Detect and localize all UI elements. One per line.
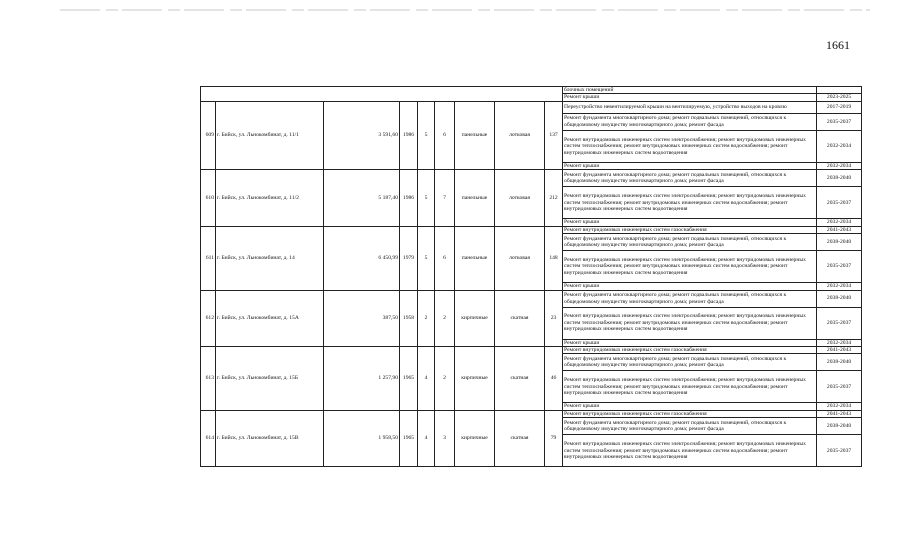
table-row [201,226,862,233]
work-description: Ремонт внутридомовых инженерных систем газоснабжения [563,226,817,233]
house-residents: 212 [545,170,563,226]
house-entrances: 2 [435,346,455,410]
work-period: 2041-2043 [817,346,862,353]
table-row [201,101,862,113]
work-description: Ремонт внутридомовых инженерных систем электроснабжения; ремонт внутридомовых инженерных систем теплоснабжения; ремонт внутридомовых инженерных систем водоснабжения; ремонт внутридомовых инженерных систем водоотведения [563,435,817,467]
work-period: 2038-2040 [817,234,862,251]
work-period: 2038-2040 [817,418,862,435]
work-description: Ремонт крыши [563,283,817,290]
house-walls: панельные [455,170,495,226]
table-row [201,170,862,187]
prev-house-cells [201,87,563,102]
house-number: 609 [201,101,216,169]
house-address: г. Бийск, ул. Льнокомбинат, д. 11/2 [216,170,324,226]
house-residents: 137 [545,101,563,169]
house-year: 1986 [400,170,418,226]
house-roof: лотковая [495,226,545,290]
work-description: Ремонт внутридомовых инженерных систем газоснабжения [563,346,817,353]
work-period: 2032-2034 [817,403,862,410]
table-row [201,290,862,307]
house-year: 1965 [400,346,418,410]
house-residents: 148 [545,226,563,290]
work-description: Ремонт фундамента многоквартирного дома; ремонт подвальных помещений, относящихся к общедомовому имуществу многоквартирного дома; ремонт фасада [563,170,817,187]
table-row [201,410,862,417]
house-roof: лотковая [495,170,545,226]
house-roof: скатная [495,290,545,346]
house-roof: скатная [495,410,545,466]
work-description: Ремонт фундамента многоквартирного дома; ремонт подвальных помещений, относящихся к общедомовому имуществу многоквартирного дома; ремонт фасада [563,113,817,130]
house-walls: панельные [455,101,495,169]
work-description: Ремонт крыши [563,162,817,169]
work-description: Ремонт внутридомовых инженерных систем электроснабжения; ремонт внутридомовых инженерных систем теплоснабжения; ремонт внутридомовых инженерных систем водоснабжения; ремонт внутридомовых инженерных систем водоотведения [563,371,817,403]
work-period: 2035-2037 [817,371,862,403]
house-walls: кирпичные [455,346,495,410]
house-roof: лотковая [495,101,545,169]
house-area: 3 591,60 [324,101,400,169]
house-walls: кирпичные [455,410,495,466]
work-period: 2041-2043 [817,410,862,417]
house-entrances: 6 [435,226,455,290]
work-period: 2032-2034 [817,283,862,290]
page-number: 1661 [826,38,850,52]
work-description: Ремонт внутридомовых инженерных систем электроснабжения; ремонт внутридомовых инженерных систем теплоснабжения; ремонт внутридомовых инженерных систем водоснабжения; ремонт внутридомовых инженерных систем водоотведения [563,307,817,339]
house-year: 1986 [400,101,418,169]
house-number: 610 [201,170,216,226]
work-period [817,87,862,94]
house-residents: 79 [545,410,563,466]
work-description: Ремонт крыши [563,94,817,101]
scan-edge-strip [0,8,905,12]
house-year: 1979 [400,226,418,290]
house-number: 613 [201,346,216,410]
work-description: Ремонт фундамента многоквартирного дома; ремонт подвальных помещений, относящихся к общедомовому имуществу многоквартирного дома; ремонт фасада [563,234,817,251]
house-number: 611 [201,226,216,290]
work-period: 2017-2019 [817,101,862,113]
work-description: Ремонт крыши [563,219,817,226]
work-period: 2032-2034 [817,162,862,169]
house-area: 5 187,40 [324,170,400,226]
house-area: 1 958,50 [324,410,400,466]
work-description: блочных помещений [563,87,817,94]
work-description: Переустройство невентилируемой крыши на вентилируемую, устройство выходов на кровлю [563,101,817,113]
house-entrances: 3 [435,410,455,466]
house-walls: панельные [455,226,495,290]
work-period: 2032-2034 [817,130,862,162]
house-address: г. Бийск, ул. Льнокомбинат, д. 15В [216,410,324,466]
house-address: г. Бийск, ул. Льнокомбинат, д. 11/1 [216,101,324,169]
work-description: Ремонт фундамента многоквартирного дома; ремонт подвальных помещений, относящихся к общедомовому имуществу многоквартирного дома; ремонт фасада [563,354,817,371]
house-area: 387,50 [324,290,400,346]
house-walls: кирпичные [455,290,495,346]
work-description: Ремонт фундамента многоквартирного дома; ремонт подвальных помещений, относящихся к общедомовому имуществу многоквартирного дома; ремонт фасада [563,290,817,307]
work-description: Ремонт внутридомовых инженерных систем электроснабжения; ремонт внутридомовых инженерных систем теплоснабжения; ремонт внутридомовых инженерных систем водоснабжения; ремонт внутридомовых инженерных систем водоотведения [563,251,817,283]
house-floors: 2 [418,290,435,346]
house-floors: 5 [418,101,435,169]
work-description: Ремонт фундамента многоквартирного дома; ремонт подвальных помещений, относящихся к общедомовому имуществу многоквартирного дома; ремонт фасада [563,418,817,435]
work-period: 2032-2034 [817,219,862,226]
house-entrances: 7 [435,170,455,226]
work-period: 2035-2037 [817,113,862,130]
house-roof: скатная [495,346,545,410]
work-period: 2032-2034 [817,339,862,346]
house-number: 612 [201,290,216,346]
house-floors: 4 [418,346,435,410]
house-entrances: 2 [435,290,455,346]
table-body [201,87,862,467]
work-description: Ремонт внутридомовых инженерных систем газоснабжения [563,410,817,417]
work-period: 2038-2040 [817,290,862,307]
work-period: 2035-2037 [817,307,862,339]
work-description: Ремонт внутридомовых инженерных систем электроснабжения; ремонт внутридомовых инженерных систем теплоснабжения; ремонт внутридомовых инженерных систем водоснабжения; ремонт внутридомовых инженерных систем водоотведения [563,187,817,219]
work-description: Ремонт крыши [563,403,817,410]
house-address: г. Бийск, ул. Льнокомбинат, д. 15Б [216,346,324,410]
work-description: Ремонт крыши [563,339,817,346]
house-floors: 5 [418,170,435,226]
house-number: 614 [201,410,216,466]
work-period: 2023-2025 [817,94,862,101]
work-period: 2041-2043 [817,226,862,233]
house-residents: 23 [545,290,563,346]
repair-schedule-table [200,86,862,467]
work-period: 2035-2037 [817,187,862,219]
work-description: Ремонт внутридомовых инженерных систем электроснабжения; ремонт внутридомовых инженерных систем теплоснабжения; ремонт внутридомовых инженерных систем водоснабжения; ремонт внутридомовых инженерных систем водоотведения [563,130,817,162]
house-address: г. Бийск, ул. Льнокомбинат, д. 14 [216,226,324,290]
work-period: 2035-2037 [817,251,862,283]
house-year: 1965 [400,410,418,466]
house-year: 1958 [400,290,418,346]
table-row [201,346,862,353]
table-row [201,87,862,94]
work-period: 2035-2037 [817,435,862,467]
house-entrances: 6 [435,101,455,169]
work-period: 2038-2040 [817,170,862,187]
house-residents: 46 [545,346,563,410]
house-floors: 4 [418,410,435,466]
house-address: г. Бийск, ул. Льнокомбинат, д. 15А [216,290,324,346]
house-area: 1 257,90 [324,346,400,410]
house-area: 6 450,99 [324,226,400,290]
house-floors: 5 [418,226,435,290]
work-period: 2038-2040 [817,354,862,371]
